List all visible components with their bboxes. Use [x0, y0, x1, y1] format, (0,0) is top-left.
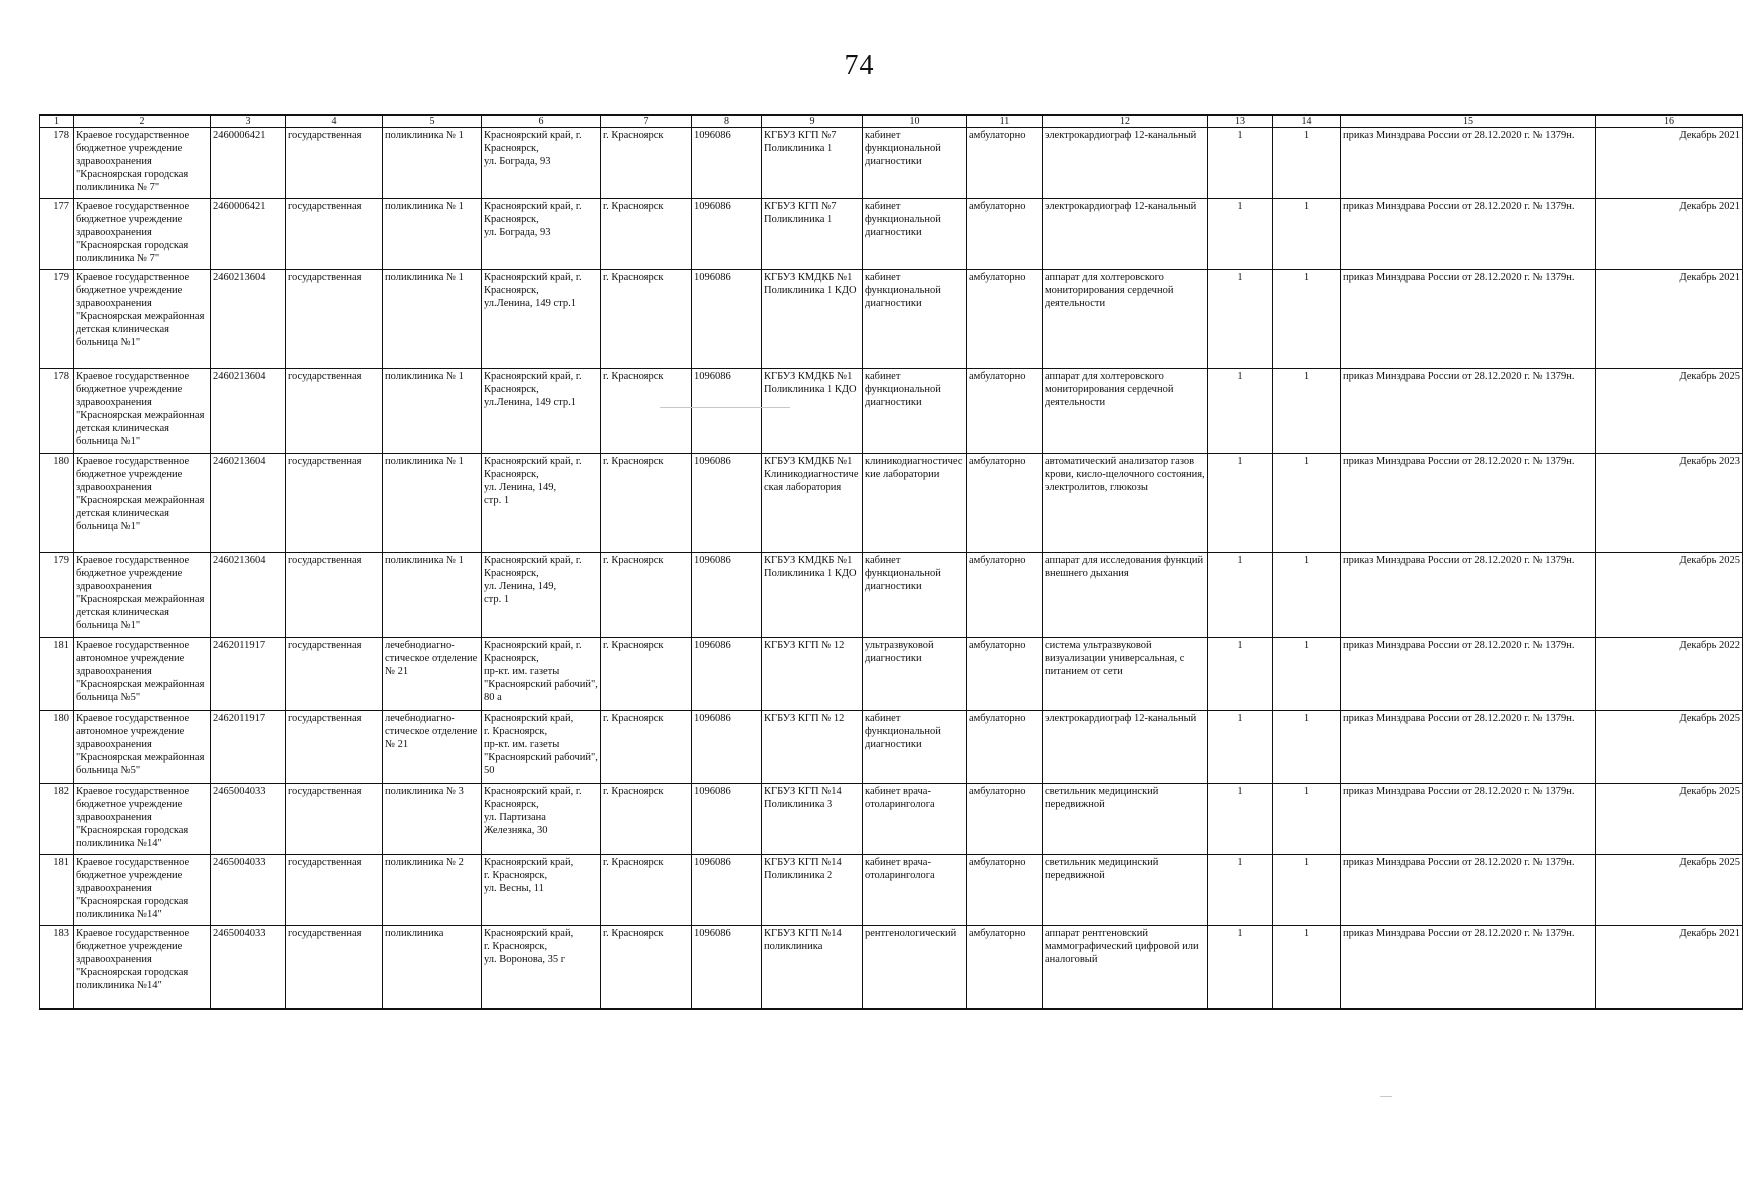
regulation-cell: приказ Минздрава России от 28.12.2020 г. № 1379н. [1341, 199, 1596, 270]
short-name-cell: КГБУЗ КМДКБ №1 Поликлиника 1 КДО [762, 369, 863, 454]
column-header: 13 [1208, 115, 1273, 128]
address-cell: Красноярский край, г. Красноярск, ул. Партизана Железняка, 30 [482, 784, 601, 855]
ownership-form-cell: государственная [286, 553, 383, 638]
department-cell: рентгенологический [863, 926, 967, 1010]
city-cell: г. Красноярск [601, 369, 692, 454]
table-row [40, 638, 1743, 711]
regulation-cell: приказ Минздрава России от 28.12.2020 г. № 1379н. [1341, 369, 1596, 454]
regulation-cell: приказ Минздрава России от 28.12.2020 г. № 1379н. [1341, 553, 1596, 638]
city-cell: г. Красноярск [601, 784, 692, 855]
column-header: 10 [863, 115, 967, 128]
city-cell: г. Красноярск [601, 199, 692, 270]
subdivision-cell: поликлиника № 1 [383, 454, 482, 553]
row-number-cell: 179 [40, 553, 74, 638]
oktmo-cell: 1096086 [692, 638, 762, 711]
address-cell: Красноярский край, г. Красноярск, ул. Ленина, 149, стр. 1 [482, 454, 601, 553]
ownership-form-cell: государственная [286, 454, 383, 553]
department-cell: кабинет функциональной диагностики [863, 270, 967, 369]
department-cell: кабинет функциональной диагностики [863, 199, 967, 270]
ownership-form-cell: государственная [286, 855, 383, 926]
quantity-planned-cell: 1 [1273, 553, 1341, 638]
address-cell: Красноярский край, г. Красноярск, пр-кт. им. газеты "Красноярский рабочий", 80 а [482, 638, 601, 711]
regulation-cell: приказ Минздрава России от 28.12.2020 г. № 1379н. [1341, 711, 1596, 784]
table-row [40, 926, 1743, 1010]
care-conditions-cell: амбулаторно [967, 926, 1043, 1010]
city-cell: г. Красноярск [601, 855, 692, 926]
subdivision-cell: поликлиника № 1 [383, 128, 482, 199]
regulation-cell: приказ Минздрава России от 28.12.2020 г. № 1379н. [1341, 128, 1596, 199]
care-conditions-cell: амбулаторно [967, 128, 1043, 199]
column-header: 4 [286, 115, 383, 128]
oktmo-cell: 1096086 [692, 711, 762, 784]
ownership-form-cell: государственная [286, 711, 383, 784]
equipment-registry-table [39, 114, 1743, 1010]
table-row [40, 270, 1743, 369]
care-conditions-cell: амбулаторно [967, 638, 1043, 711]
quantity-required-cell: 1 [1208, 553, 1273, 638]
table-row [40, 369, 1743, 454]
subdivision-cell: поликлиника № 1 [383, 199, 482, 270]
subdivision-cell: поликлиника [383, 926, 482, 1010]
table-row [40, 199, 1743, 270]
inn-cell: 2465004033 [211, 855, 286, 926]
short-name-cell: КГБУЗ КГП №7 Поликлиника 1 [762, 128, 863, 199]
equipment-name-cell: аппарат рентгеновский маммографический цифровой или аналоговый [1043, 926, 1208, 1010]
short-name-cell: КГБУЗ КГП №7 Поликлиника 1 [762, 199, 863, 270]
subdivision-cell: поликлиника № 3 [383, 784, 482, 855]
column-header: 1 [40, 115, 74, 128]
care-conditions-cell: амбулаторно [967, 553, 1043, 638]
planned-date-cell: Декабрь 2025 [1596, 711, 1743, 784]
scan-artifact [1380, 1096, 1392, 1097]
organization-name-cell: Краевое государственное бюджетное учреждение здравоохранения "Красноярская межрайонная детская клиническая больница №1" [74, 270, 211, 369]
department-cell: кабинет функциональной диагностики [863, 711, 967, 784]
short-name-cell: КГБУЗ КМДКБ №1 Поликлиника 1 КДО [762, 553, 863, 638]
care-conditions-cell: амбулаторно [967, 711, 1043, 784]
care-conditions-cell: амбулаторно [967, 454, 1043, 553]
planned-date-cell: Декабрь 2022 [1596, 638, 1743, 711]
inn-cell: 2465004033 [211, 784, 286, 855]
planned-date-cell: Декабрь 2021 [1596, 128, 1743, 199]
scan-artifact [660, 407, 790, 408]
quantity-planned-cell: 1 [1273, 855, 1341, 926]
short-name-cell: КГБУЗ КМДКБ №1 Клиникодиагностическая лаборатория [762, 454, 863, 553]
address-cell: Красноярский край, г. Красноярск, ул. Воронова, 35 г [482, 926, 601, 1010]
regulation-cell: приказ Минздрава России от 28.12.2020 г. № 1379н. [1341, 638, 1596, 711]
address-cell: Красноярский край, г. Красноярск, пр-кт. им. газеты "Красноярский рабочий", 50 [482, 711, 601, 784]
row-number-cell: 182 [40, 784, 74, 855]
inn-cell: 2460213604 [211, 369, 286, 454]
inn-cell: 2460213604 [211, 270, 286, 369]
department-cell: ультразвуковой диагностики [863, 638, 967, 711]
short-name-cell: КГБУЗ КМДКБ №1 Поликлиника 1 КДО [762, 270, 863, 369]
equipment-name-cell: система ультразвуковой визуализации универсальная, с питанием от сети [1043, 638, 1208, 711]
column-header: 9 [762, 115, 863, 128]
equipment-name-cell: светильник медицинский передвижной [1043, 855, 1208, 926]
inn-cell: 2460213604 [211, 553, 286, 638]
subdivision-cell: поликлиника № 2 [383, 855, 482, 926]
equipment-name-cell: электрокардиограф 12-канальный [1043, 128, 1208, 199]
row-number-cell: 178 [40, 128, 74, 199]
short-name-cell: КГБУЗ КГП № 12 [762, 711, 863, 784]
table-row [40, 553, 1743, 638]
city-cell: г. Красноярск [601, 638, 692, 711]
quantity-planned-cell: 1 [1273, 199, 1341, 270]
care-conditions-cell: амбулаторно [967, 270, 1043, 369]
equipment-name-cell: светильник медицинский передвижной [1043, 784, 1208, 855]
quantity-required-cell: 1 [1208, 199, 1273, 270]
planned-date-cell: Декабрь 2025 [1596, 784, 1743, 855]
oktmo-cell: 1096086 [692, 926, 762, 1010]
table-row [40, 855, 1743, 926]
quantity-planned-cell: 1 [1273, 128, 1341, 199]
quantity-required-cell: 1 [1208, 270, 1273, 369]
short-name-cell: КГБУЗ КГП №14 Поликлиника 3 [762, 784, 863, 855]
equipment-name-cell: аппарат для исследования функций внешнего дыхания [1043, 553, 1208, 638]
organization-name-cell: Краевое государственное бюджетное учреждение здравоохранения "Красноярская городская поликлиника №14" [74, 855, 211, 926]
organization-name-cell: Краевое государственное бюджетное учреждение здравоохранения "Красноярская городская поликлиника № 7" [74, 128, 211, 199]
ownership-form-cell: государственная [286, 926, 383, 1010]
care-conditions-cell: амбулаторно [967, 369, 1043, 454]
oktmo-cell: 1096086 [692, 454, 762, 553]
quantity-planned-cell: 1 [1273, 711, 1341, 784]
quantity-required-cell: 1 [1208, 855, 1273, 926]
row-number-cell: 179 [40, 270, 74, 369]
equipment-name-cell: аппарат для холтеровского мониторирования сердечной деятельности [1043, 369, 1208, 454]
ownership-form-cell: государственная [286, 369, 383, 454]
short-name-cell: КГБУЗ КГП №14 Поликлиника 2 [762, 855, 863, 926]
organization-name-cell: Краевое государственное бюджетное учреждение здравоохранения "Красноярская городская поликлиника №14" [74, 926, 211, 1010]
address-cell: Красноярский край, г. Красноярск, ул.Ленина, 149 стр.1 [482, 369, 601, 454]
organization-name-cell: Краевое государственное бюджетное учреждение здравоохранения "Красноярская межрайонная детская клиническая больница №1" [74, 553, 211, 638]
column-header: 12 [1043, 115, 1208, 128]
city-cell: г. Красноярск [601, 270, 692, 369]
oktmo-cell: 1096086 [692, 784, 762, 855]
oktmo-cell: 1096086 [692, 553, 762, 638]
care-conditions-cell: амбулаторно [967, 855, 1043, 926]
regulation-cell: приказ Минздрава России от 28.12.2020 г. № 1379н. [1341, 270, 1596, 369]
oktmo-cell: 1096086 [692, 270, 762, 369]
address-cell: Красноярский край, г. Красноярск, ул. Бограда, 93 [482, 199, 601, 270]
care-conditions-cell: амбулаторно [967, 784, 1043, 855]
quantity-required-cell: 1 [1208, 784, 1273, 855]
city-cell: г. Красноярск [601, 711, 692, 784]
inn-cell: 2462011917 [211, 638, 286, 711]
inn-cell: 2460006421 [211, 128, 286, 199]
column-header: 7 [601, 115, 692, 128]
inn-cell: 2465004033 [211, 926, 286, 1010]
planned-date-cell: Декабрь 2025 [1596, 553, 1743, 638]
quantity-planned-cell: 1 [1273, 369, 1341, 454]
planned-date-cell: Декабрь 2025 [1596, 855, 1743, 926]
regulation-cell: приказ Минздрава России от 28.12.2020 г. № 1379н. [1341, 926, 1596, 1010]
address-cell: Красноярский край, г. Красноярск, ул. Бограда, 93 [482, 128, 601, 199]
table-row [40, 784, 1743, 855]
address-cell: Красноярский край, г. Красноярск, ул. Ленина, 149, стр. 1 [482, 553, 601, 638]
column-header: 5 [383, 115, 482, 128]
quantity-planned-cell: 1 [1273, 926, 1341, 1010]
subdivision-cell: поликлиника № 1 [383, 270, 482, 369]
short-name-cell: КГБУЗ КГП № 12 [762, 638, 863, 711]
inn-cell: 2460213604 [211, 454, 286, 553]
subdivision-cell: поликлиника № 1 [383, 369, 482, 454]
quantity-required-cell: 1 [1208, 638, 1273, 711]
page-number: 74 [844, 50, 875, 81]
city-cell: г. Красноярск [601, 926, 692, 1010]
column-number-row [40, 115, 1743, 128]
regulation-cell: приказ Минздрава России от 28.12.2020 г. № 1379н. [1341, 784, 1596, 855]
ownership-form-cell: государственная [286, 199, 383, 270]
column-header: 2 [74, 115, 211, 128]
city-cell: г. Красноярск [601, 128, 692, 199]
row-number-cell: 177 [40, 199, 74, 270]
table-row [40, 454, 1743, 553]
inn-cell: 2460006421 [211, 199, 286, 270]
planned-date-cell: Декабрь 2021 [1596, 926, 1743, 1010]
equipment-name-cell: автоматический анализатор газов крови, кисло-щелочного состояния, электролитов, глюкозы [1043, 454, 1208, 553]
organization-name-cell: Краевое государственное автономное учреждение здравоохранения "Красноярская межрайонная больница №5" [74, 638, 211, 711]
oktmo-cell: 1096086 [692, 128, 762, 199]
department-cell: кабинет функциональной диагностики [863, 369, 967, 454]
regulation-cell: приказ Минздрава России от 28.12.2020 г. № 1379н. [1341, 454, 1596, 553]
column-header: 8 [692, 115, 762, 128]
organization-name-cell: Краевое государственное бюджетное учреждение здравоохранения "Красноярская городская поликлиника №14" [74, 784, 211, 855]
city-cell: г. Красноярск [601, 553, 692, 638]
column-header: 11 [967, 115, 1043, 128]
planned-date-cell: Декабрь 2023 [1596, 454, 1743, 553]
row-number-cell: 178 [40, 369, 74, 454]
organization-name-cell: Краевое государственное бюджетное учреждение здравоохранения "Красноярская межрайонная детская клиническая больница №1" [74, 369, 211, 454]
column-header: 15 [1341, 115, 1596, 128]
row-number-cell: 180 [40, 454, 74, 553]
row-number-cell: 183 [40, 926, 74, 1010]
quantity-planned-cell: 1 [1273, 638, 1341, 711]
equipment-name-cell: электрокардиограф 12-канальный [1043, 711, 1208, 784]
city-cell: г. Красноярск [601, 454, 692, 553]
department-cell: кабинет функциональной диагностики [863, 553, 967, 638]
department-cell: кабинет врача-отоларинголога [863, 784, 967, 855]
table-header [40, 115, 1743, 128]
subdivision-cell: лечебнодиагно-стическое отделение № 21 [383, 711, 482, 784]
table-body [40, 128, 1743, 1010]
ownership-form-cell: государственная [286, 270, 383, 369]
row-number-cell: 181 [40, 638, 74, 711]
equipment-name-cell: электрокардиограф 12-канальный [1043, 199, 1208, 270]
planned-date-cell: Декабрь 2021 [1596, 199, 1743, 270]
department-cell: кабинет функциональной диагностики [863, 128, 967, 199]
address-cell: Красноярский край, г. Красноярск, ул.Ленина, 149 стр.1 [482, 270, 601, 369]
planned-date-cell: Декабрь 2025 [1596, 369, 1743, 454]
organization-name-cell: Краевое государственное автономное учреждение здравоохранения "Красноярская межрайонная больница №5" [74, 711, 211, 784]
quantity-planned-cell: 1 [1273, 454, 1341, 553]
row-number-cell: 180 [40, 711, 74, 784]
column-header: 3 [211, 115, 286, 128]
column-header: 6 [482, 115, 601, 128]
row-number-cell: 181 [40, 855, 74, 926]
department-cell: клиникодиагностические лаборатории [863, 454, 967, 553]
quantity-required-cell: 1 [1208, 926, 1273, 1010]
organization-name-cell: Краевое государственное бюджетное учреждение здравоохранения "Красноярская межрайонная детская клиническая больница №1" [74, 454, 211, 553]
planned-date-cell: Декабрь 2021 [1596, 270, 1743, 369]
oktmo-cell: 1096086 [692, 855, 762, 926]
table-row [40, 711, 1743, 784]
address-cell: Красноярский край, г. Красноярск, ул. Весны, 11 [482, 855, 601, 926]
quantity-required-cell: 1 [1208, 454, 1273, 553]
column-header: 16 [1596, 115, 1743, 128]
oktmo-cell: 1096086 [692, 199, 762, 270]
subdivision-cell: лечебнодиагно-стическое отделение № 21 [383, 638, 482, 711]
quantity-planned-cell: 1 [1273, 270, 1341, 369]
care-conditions-cell: амбулаторно [967, 199, 1043, 270]
quantity-required-cell: 1 [1208, 711, 1273, 784]
ownership-form-cell: государственная [286, 784, 383, 855]
inn-cell: 2462011917 [211, 711, 286, 784]
equipment-name-cell: аппарат для холтеровского мониторирования сердечной деятельности [1043, 270, 1208, 369]
ownership-form-cell: государственная [286, 128, 383, 199]
quantity-planned-cell: 1 [1273, 784, 1341, 855]
quantity-required-cell: 1 [1208, 128, 1273, 199]
subdivision-cell: поликлиника № 1 [383, 553, 482, 638]
quantity-required-cell: 1 [1208, 369, 1273, 454]
oktmo-cell: 1096086 [692, 369, 762, 454]
column-header: 14 [1273, 115, 1341, 128]
ownership-form-cell: государственная [286, 638, 383, 711]
table-row [40, 128, 1743, 199]
regulation-cell: приказ Минздрава России от 28.12.2020 г. № 1379н. [1341, 855, 1596, 926]
department-cell: кабинет врача-отоларинголога [863, 855, 967, 926]
organization-name-cell: Краевое государственное бюджетное учреждение здравоохранения "Красноярская городская поликлиника № 7" [74, 199, 211, 270]
short-name-cell: КГБУЗ КГП №14 поликлиника [762, 926, 863, 1010]
